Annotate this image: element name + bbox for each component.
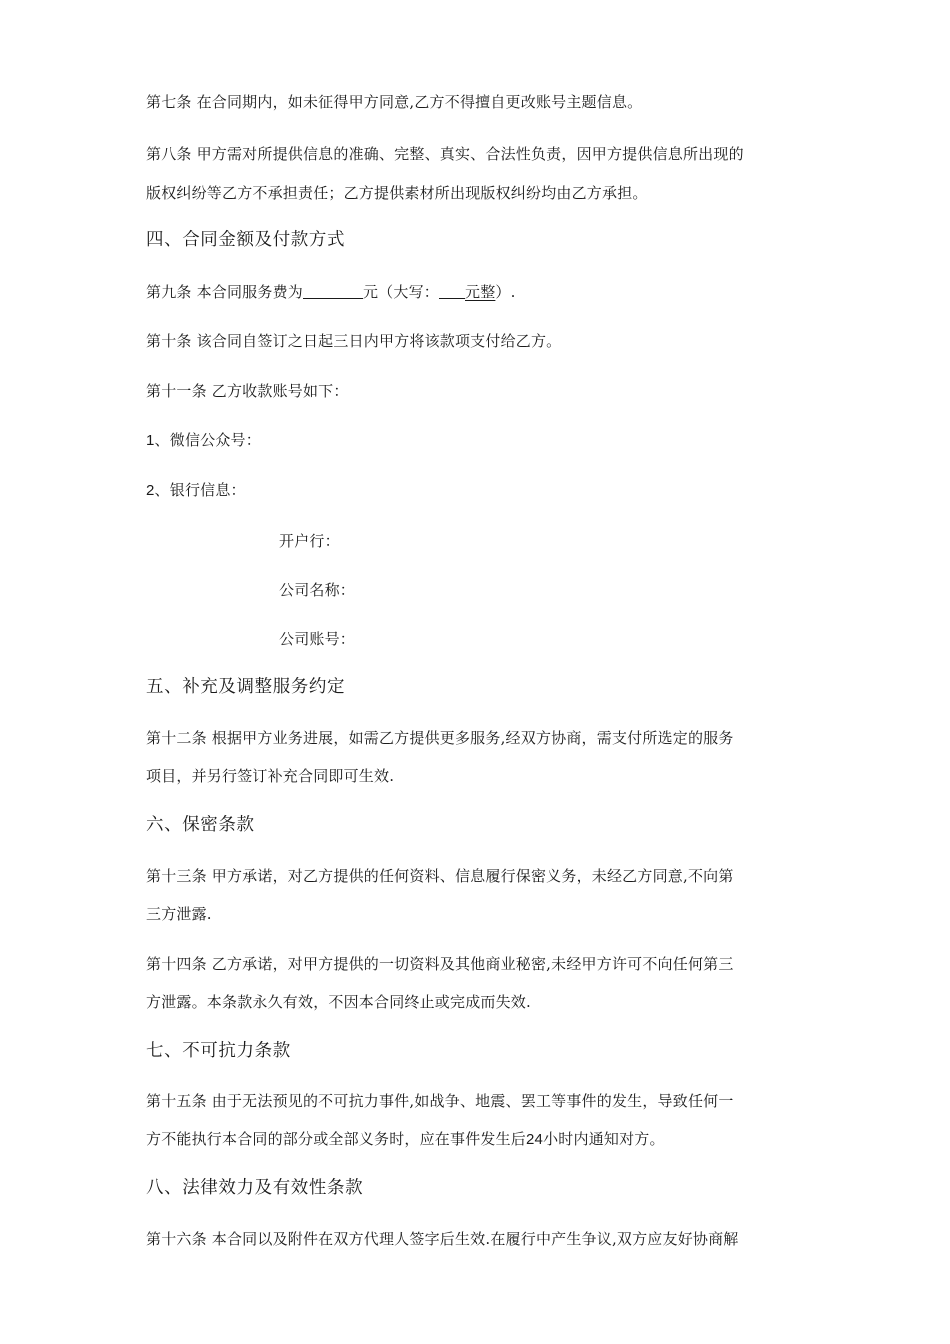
- clause-8-line-2: 版权纠纷等乙方不承担责任；乙方提供素材所出现版权纠纷均由乙方承担。: [146, 184, 648, 202]
- clause-16-line-1: 第十六条 本合同以及附件在双方代理人签字后生效.在履行中产生争议,双方应友好协商解: [146, 1230, 739, 1248]
- clause-9-mid: 元（大写：: [362, 283, 439, 301]
- clause-14-line-1: 第十四条 乙方承诺，对甲方提供的一切资料及其他商业秘密,未经甲方许可不向任何第三: [146, 955, 734, 973]
- clause-13-line-1: 第十三条 甲方承诺，对乙方提供的任何资料、信息履行保密义务，未经乙方同意,不向第: [146, 867, 734, 885]
- list-item-number: 1: [146, 432, 155, 449]
- clause-14-line-2: 方泄露。本条款永久有效，不因本合同终止或完成而失效.: [146, 993, 531, 1011]
- list-item-label: 、银行信息：: [154, 481, 246, 499]
- list-item-bank: [146, 480, 246, 501]
- company-name-field: 公司名称：: [279, 581, 356, 599]
- clause-15-hours: 24: [526, 1131, 544, 1148]
- section-6-heading: 六、保密条款: [146, 815, 255, 835]
- clause-15-text-b: 小时内通知对方。: [543, 1130, 665, 1148]
- clause-13-line-2: 三方泄露.: [146, 905, 212, 923]
- section-5-heading: 五、补充及调整服务约定: [146, 677, 346, 697]
- clause-10: 第十条 该合同自签订之日起三日内甲方将该款项支付给乙方。: [146, 332, 562, 350]
- clause-12-line-1: 第十二条 根据甲方业务进展，如需乙方提供更多服务,经双方协商，需支付所选定的服务: [146, 729, 734, 747]
- clause-9: [146, 282, 516, 302]
- clause-15-line-2: [146, 1129, 665, 1150]
- clause-9-prefix: 第九条 本合同服务费为: [146, 283, 303, 301]
- clause-15-line-1: 第十五条 由于无法预见的不可抗力事件,如战争、地震、罢工等事件的发生，导致任何一: [146, 1092, 734, 1110]
- clause-7: 第七条 在合同期内，如未征得甲方同意,乙方不得擅自更改账号主题信息。: [146, 93, 643, 111]
- section-4-heading: 四、合同金额及付款方式: [146, 230, 346, 250]
- bank-name-field: 开户行：: [279, 532, 340, 550]
- clause-9-suffix: ）.: [495, 283, 516, 301]
- company-account-field: 公司账号：: [279, 630, 356, 648]
- amount-blank: [303, 284, 363, 299]
- clause-9-upper: 元整: [465, 283, 496, 301]
- clause-12-line-2: 项目，并另行签订补充合同即可生效.: [146, 767, 395, 785]
- uppercase-amount-blank: [439, 284, 465, 299]
- list-item-label: 、微信公众号：: [154, 431, 261, 449]
- list-item-wechat: [146, 430, 261, 451]
- list-item-number: 2: [146, 482, 155, 499]
- clause-8-line-1: 第八条 甲方需对所提供信息的准确、完整、真实、合法性负责，因甲方提供信息所出现的: [146, 145, 744, 163]
- section-8-heading: 八、法律效力及有效性条款: [146, 1178, 364, 1198]
- clause-11: 第十一条 乙方收款账号如下：: [146, 382, 349, 400]
- section-7-heading: 七、不可抗力条款: [146, 1041, 291, 1061]
- clause-15-text-a: 方不能执行本合同的部分或全部义务时，应在事件发生后: [146, 1130, 527, 1148]
